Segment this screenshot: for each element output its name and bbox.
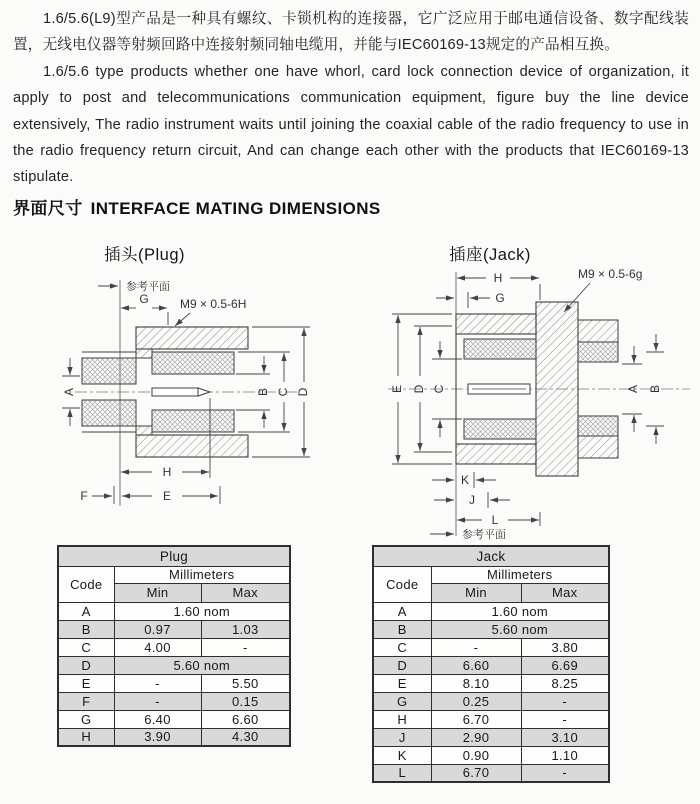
plug-thread-leader xyxy=(175,313,190,326)
jack-thread-label: M9 × 0.5-6g xyxy=(578,267,643,281)
intro-block xyxy=(13,6,689,191)
jack-dim-L xyxy=(457,512,540,526)
dimension-label-g: G xyxy=(139,292,149,306)
table-row: H 3.90 4.30 xyxy=(58,728,290,746)
dimension-label-j: J xyxy=(469,493,475,507)
figure-title-plug: 插头(Plug) xyxy=(104,246,186,264)
dimension-label-a: A xyxy=(626,384,641,394)
column-header-min: Min xyxy=(114,583,201,602)
table-row: F - 0.15 xyxy=(58,692,290,710)
table-row: K 0.90 1.10 xyxy=(373,746,609,764)
column-header-code: Code xyxy=(373,566,431,602)
intro-paragraph-zh: 1.6/5.6(L9)型产品是一种具有螺纹、卡锁机构的连接器，它广泛应用于邮电通信设备、数字配线装置，无线电仪器等射频回路中连接射频同轴电缆用，并能与IEC60169-13规定的产品相互换。 xyxy=(13,11,689,54)
table-row: E 8.10 8.25 xyxy=(373,674,609,692)
table-row: G 0.25 - xyxy=(373,692,609,710)
dimension-label-f: F xyxy=(80,489,88,503)
dimension-label-d: D xyxy=(412,384,427,394)
dimension-label-e: E xyxy=(162,489,172,503)
jack-drawing xyxy=(368,264,698,542)
dimension-label-c: C xyxy=(276,387,291,397)
table-row: L 6.70 - xyxy=(373,764,609,782)
section-heading-zh: 界面尺寸 xyxy=(13,199,83,218)
dimension-label-b: B xyxy=(648,384,663,394)
dimension-label-e: E xyxy=(390,384,405,394)
dimension-label-h: H xyxy=(162,465,172,479)
table-row: A 1.60 nom xyxy=(58,602,290,620)
plug-center-pin xyxy=(152,388,210,396)
intro-paragraph-en: 1.6/5.6 type products whether one have whorl, card lock connection device of organization, it apply to post and telecommunications communication equipment, figure buy the line device extensively, The radio instrument waits until joining the coaxial cable of the radio frequency to use in the radio frequency return circuit, And can change each other with the products that IEC60169-13 stipulate. xyxy=(13,63,689,186)
table-row: A 1.60 nom xyxy=(373,602,609,620)
jack-socket-contact xyxy=(468,384,530,394)
column-header-code: Code xyxy=(58,566,114,602)
dimension-label-d: D xyxy=(296,387,311,397)
table-header-row xyxy=(373,566,609,583)
table-row: D 5.60 nom xyxy=(58,656,290,674)
plug-drawing xyxy=(40,272,340,512)
plug-thread-label: M9 × 0.5-6H xyxy=(180,297,247,311)
table-row: E - 5.50 xyxy=(58,674,290,692)
plug-dim-F xyxy=(92,486,114,504)
jack-ref-plane-label: 参考平面 xyxy=(462,529,506,541)
table-title-row xyxy=(58,546,290,566)
section-heading-en: INTERFACE MATING DIMENSIONS xyxy=(90,199,381,218)
figure-title-jack: 插座(Jack) xyxy=(449,246,531,264)
plug-dim-G xyxy=(121,308,168,325)
plug-ref-plane-label: 参考平面 xyxy=(126,281,170,293)
plug-table xyxy=(57,545,291,747)
dimension-label-l: L xyxy=(491,513,499,527)
table-title: Jack xyxy=(373,546,609,566)
dimension-label-g: G xyxy=(495,291,505,305)
column-header-max: Max xyxy=(521,583,609,602)
table-row: C - 3.80 xyxy=(373,638,609,656)
table-row: G 6.40 6.60 xyxy=(58,710,290,728)
table-row: B 5.60 nom xyxy=(373,620,609,638)
dimension-label-h: H xyxy=(493,271,503,285)
table-row: B 0.97 1.03 xyxy=(58,620,290,638)
dimension-label-a: A xyxy=(62,387,77,397)
jack-dim-G xyxy=(436,292,490,308)
table-title-row xyxy=(373,546,609,566)
jack-table xyxy=(372,545,610,783)
table-row: C 4.00 - xyxy=(58,638,290,656)
table-row: J 2.90 3.10 xyxy=(373,728,609,746)
table-title: Plug xyxy=(58,546,290,566)
dimension-label-c: C xyxy=(432,384,447,394)
table-row: D 6.60 6.69 xyxy=(373,656,609,674)
table-header-row xyxy=(58,566,290,583)
column-header-max: Max xyxy=(201,583,290,602)
dimension-label-k: K xyxy=(460,473,470,487)
column-header-unit: Millimeters xyxy=(114,566,290,583)
dimension-label-b: B xyxy=(256,387,271,397)
section-heading xyxy=(13,194,381,219)
table-row: H 6.70 - xyxy=(373,710,609,728)
column-header-min: Min xyxy=(431,583,521,602)
column-header-unit: Millimeters xyxy=(431,566,609,583)
